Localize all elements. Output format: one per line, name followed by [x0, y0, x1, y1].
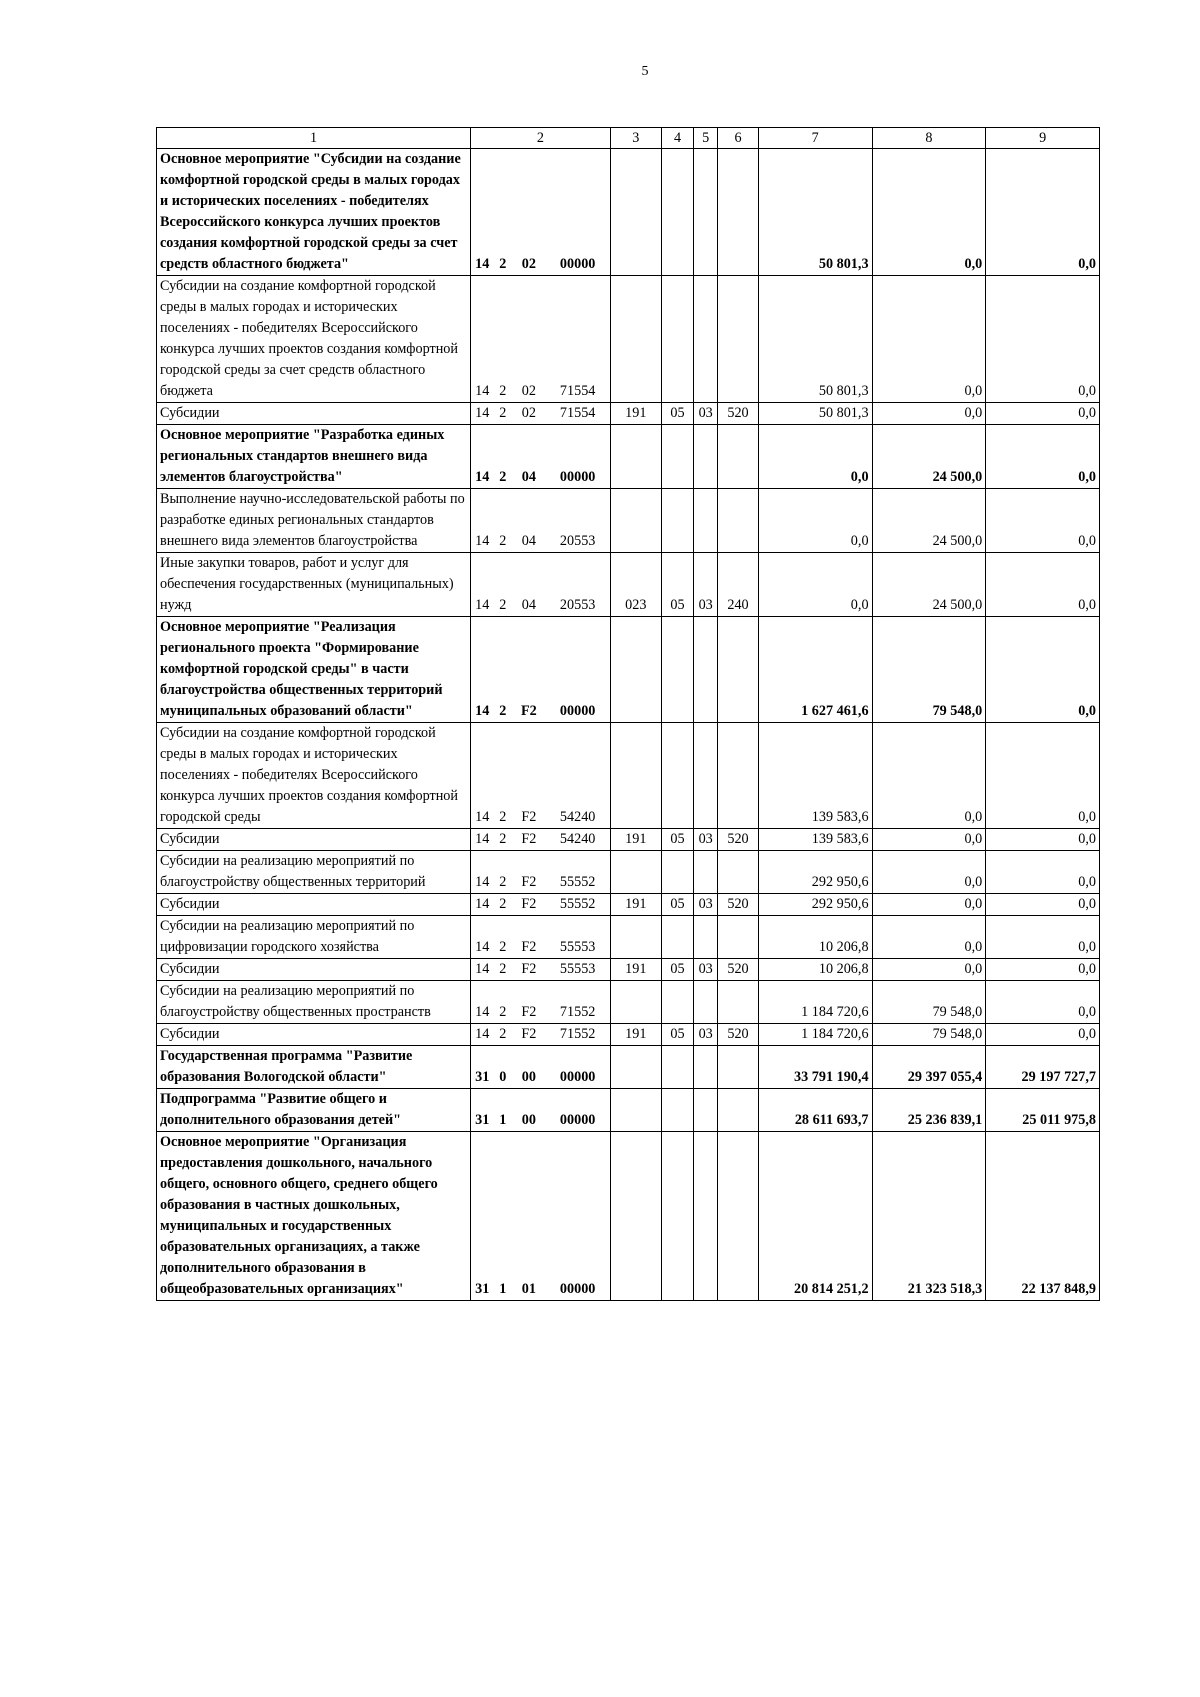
code-part: 00000: [546, 425, 611, 489]
col7-amount: 1 184 720,6: [758, 1024, 872, 1046]
table-row: [157, 553, 1100, 617]
row-name: Субсидии: [157, 403, 471, 425]
table-row: [157, 403, 1100, 425]
col4-cell: [661, 1132, 693, 1301]
code-part: 04: [512, 425, 545, 489]
table-row: [157, 959, 1100, 981]
col7-amount: 50 801,3: [758, 276, 872, 403]
col9-amount: 0,0: [986, 425, 1100, 489]
col3-cell: [610, 723, 661, 829]
col5-cell: [694, 851, 718, 894]
col7-amount: 33 791 190,4: [758, 1046, 872, 1089]
code-part: 2: [493, 149, 512, 276]
col6-cell: [718, 276, 759, 403]
col4-cell: [661, 617, 693, 723]
col7-amount: 0,0: [758, 425, 872, 489]
code-part: 14: [470, 894, 493, 916]
col3-cell: [610, 149, 661, 276]
row-name: Основное мероприятие "Реализация регионального проекта "Формирование комфортной городской среды" в части благоустройства общественных территорий муниципальных образований области": [157, 617, 471, 723]
code-part: 2: [493, 916, 512, 959]
code-part: 55552: [546, 894, 611, 916]
code-part: 14: [470, 959, 493, 981]
code-part: 54240: [546, 723, 611, 829]
col5-cell: 03: [694, 403, 718, 425]
col4-cell: [661, 1046, 693, 1089]
col7-amount: 292 950,6: [758, 894, 872, 916]
code-part: 14: [470, 425, 493, 489]
code-part: 20553: [546, 489, 611, 553]
col9-amount: 0,0: [986, 149, 1100, 276]
row-name: Субсидии на реализацию мероприятий по цифровизации городского хозяйства: [157, 916, 471, 959]
col4-cell: [661, 916, 693, 959]
col5-cell: [694, 617, 718, 723]
code-part: 31: [470, 1046, 493, 1089]
col6-cell: 520: [718, 894, 759, 916]
col8-amount: 21 323 518,3: [872, 1132, 986, 1301]
table-row: [157, 1046, 1100, 1089]
col5-cell: [694, 276, 718, 403]
col6-cell: 520: [718, 959, 759, 981]
code-part: 14: [470, 916, 493, 959]
col6-cell: 520: [718, 829, 759, 851]
col4-cell: [661, 723, 693, 829]
code-part: 2: [493, 425, 512, 489]
col8-amount: 79 548,0: [872, 1024, 986, 1046]
col3-cell: [610, 617, 661, 723]
code-part: 02: [512, 403, 545, 425]
code-part: 31: [470, 1132, 493, 1301]
header-cell: 9: [986, 128, 1100, 149]
col9-amount: 0,0: [986, 617, 1100, 723]
col3-cell: [610, 916, 661, 959]
page-number: 5: [641, 64, 649, 79]
code-part: 00: [512, 1089, 545, 1132]
col5-cell: 03: [694, 1024, 718, 1046]
row-name: Субсидии на реализацию мероприятий по благоустройству общественных пространств: [157, 981, 471, 1024]
code-part: F2: [512, 829, 545, 851]
code-part: 14: [470, 617, 493, 723]
table-row: [157, 1132, 1100, 1301]
code-part: 2: [493, 276, 512, 403]
table-row: [157, 981, 1100, 1024]
col4-cell: [661, 425, 693, 489]
code-part: 2: [493, 1024, 512, 1046]
col9-amount: 22 137 848,9: [986, 1132, 1100, 1301]
col8-amount: 79 548,0: [872, 981, 986, 1024]
table-row: [157, 1089, 1100, 1132]
col9-amount: 0,0: [986, 276, 1100, 403]
col4-cell: [661, 276, 693, 403]
row-name: Основное мероприятие "Субсидии на создание комфортной городской среды в малых городах и исторических поселениях - победителях Всероссийского конкурса лучших проектов создания комфортной городской среды за счет средств областного бюджета": [157, 149, 471, 276]
col5-cell: [694, 1089, 718, 1132]
col6-cell: [718, 981, 759, 1024]
code-part: 00000: [546, 1046, 611, 1089]
col9-amount: 0,0: [986, 1024, 1100, 1046]
table-row: [157, 489, 1100, 553]
col8-amount: 0,0: [872, 851, 986, 894]
code-part: 2: [493, 894, 512, 916]
col7-amount: 292 950,6: [758, 851, 872, 894]
code-part: 00000: [546, 1132, 611, 1301]
code-part: 54240: [546, 829, 611, 851]
header-cell: 8: [872, 128, 986, 149]
row-name: Субсидии на создание комфортной городской среды в малых городах и исторических поселениях - победителях Всероссийского конкурса лучших проектов создания комфортной городской среды: [157, 723, 471, 829]
code-part: 01: [512, 1132, 545, 1301]
col3-cell: 191: [610, 403, 661, 425]
col6-cell: [718, 1089, 759, 1132]
col6-cell: [718, 723, 759, 829]
code-part: 14: [470, 403, 493, 425]
row-name: Основное мероприятие "Организация предоставления дошкольного, начального общего, основного общего, среднего общего образования в частных дошкольных, муниципальных и государственных образовательных организациях, а также дополнительного образования в общеобразовательных организациях": [157, 1132, 471, 1301]
col7-amount: 0,0: [758, 489, 872, 553]
col4-cell: [661, 981, 693, 1024]
code-part: 04: [512, 489, 545, 553]
col3-cell: [610, 425, 661, 489]
col6-cell: 520: [718, 403, 759, 425]
col7-amount: 50 801,3: [758, 149, 872, 276]
code-part: F2: [512, 851, 545, 894]
col9-amount: 0,0: [986, 403, 1100, 425]
col6-cell: [718, 489, 759, 553]
col4-cell: [661, 149, 693, 276]
col5-cell: [694, 1132, 718, 1301]
col9-amount: 0,0: [986, 851, 1100, 894]
col7-amount: 139 583,6: [758, 723, 872, 829]
col7-amount: 28 611 693,7: [758, 1089, 872, 1132]
header-cell: 4: [661, 128, 693, 149]
row-name: Подпрограмма "Развитие общего и дополнительного образования детей": [157, 1089, 471, 1132]
code-part: 55552: [546, 851, 611, 894]
code-part: 14: [470, 1024, 493, 1046]
code-part: 14: [470, 851, 493, 894]
code-part: 04: [512, 553, 545, 617]
col8-amount: 0,0: [872, 149, 986, 276]
code-part: F2: [512, 894, 545, 916]
code-part: F2: [512, 916, 545, 959]
col5-cell: 03: [694, 959, 718, 981]
col6-cell: [718, 1046, 759, 1089]
col4-cell: 05: [661, 1024, 693, 1046]
col7-amount: 139 583,6: [758, 829, 872, 851]
col4-cell: [661, 489, 693, 553]
code-part: 2: [493, 723, 512, 829]
code-part: 55553: [546, 916, 611, 959]
col9-amount: 0,0: [986, 723, 1100, 829]
code-part: 00: [512, 1046, 545, 1089]
col5-cell: [694, 489, 718, 553]
col8-amount: 0,0: [872, 403, 986, 425]
col3-cell: [610, 276, 661, 403]
col5-cell: [694, 1046, 718, 1089]
code-part: 0: [493, 1046, 512, 1089]
col9-amount: 29 197 727,7: [986, 1046, 1100, 1089]
code-part: 31: [470, 1089, 493, 1132]
col5-cell: [694, 916, 718, 959]
col3-cell: 191: [610, 1024, 661, 1046]
col6-cell: [718, 916, 759, 959]
row-name: Основное мероприятие "Разработка единых региональных стандартов внешнего вида элементов благоустройства": [157, 425, 471, 489]
code-part: 71554: [546, 276, 611, 403]
col6-cell: [718, 851, 759, 894]
col9-amount: 0,0: [986, 829, 1100, 851]
col5-cell: 03: [694, 829, 718, 851]
col4-cell: 05: [661, 894, 693, 916]
table-row: [157, 149, 1100, 276]
col3-cell: [610, 981, 661, 1024]
col7-amount: 50 801,3: [758, 403, 872, 425]
col7-amount: 10 206,8: [758, 959, 872, 981]
col8-amount: 0,0: [872, 723, 986, 829]
col9-amount: 25 011 975,8: [986, 1089, 1100, 1132]
table-row: [157, 894, 1100, 916]
col8-amount: 79 548,0: [872, 617, 986, 723]
col3-cell: [610, 1132, 661, 1301]
code-part: 14: [470, 149, 493, 276]
code-part: 14: [470, 829, 493, 851]
table-row: [157, 1024, 1100, 1046]
col8-amount: 0,0: [872, 829, 986, 851]
col5-cell: 03: [694, 553, 718, 617]
code-part: 2: [493, 981, 512, 1024]
col9-amount: 0,0: [986, 894, 1100, 916]
header-cell: 2: [470, 128, 610, 149]
code-part: 14: [470, 723, 493, 829]
code-part: 2: [493, 403, 512, 425]
code-part: 14: [470, 489, 493, 553]
col3-cell: [610, 1046, 661, 1089]
code-part: 2: [493, 553, 512, 617]
code-part: 1: [493, 1089, 512, 1132]
table-row: [157, 916, 1100, 959]
code-part: 71552: [546, 1024, 611, 1046]
row-name: Выполнение научно-исследовательской работы по разработке единых региональных стандартов внешнего вида элементов благоустройства: [157, 489, 471, 553]
col6-cell: 520: [718, 1024, 759, 1046]
col9-amount: 0,0: [986, 489, 1100, 553]
code-part: 71554: [546, 403, 611, 425]
col4-cell: [661, 851, 693, 894]
code-part: 00000: [546, 149, 611, 276]
table-row: [157, 851, 1100, 894]
row-name: Государственная программа "Развитие образования Вологодской области": [157, 1046, 471, 1089]
code-part: 02: [512, 149, 545, 276]
code-part: F2: [512, 723, 545, 829]
code-part: F2: [512, 959, 545, 981]
header-cell: 6: [718, 128, 759, 149]
row-name: Субсидии: [157, 829, 471, 851]
code-part: 55553: [546, 959, 611, 981]
code-part: 1: [493, 1132, 512, 1301]
header-cell: 5: [694, 128, 718, 149]
code-part: F2: [512, 617, 545, 723]
col4-cell: 05: [661, 959, 693, 981]
col5-cell: [694, 981, 718, 1024]
col7-amount: 10 206,8: [758, 916, 872, 959]
code-part: F2: [512, 1024, 545, 1046]
col9-amount: 0,0: [986, 981, 1100, 1024]
code-part: 14: [470, 276, 493, 403]
col5-cell: 03: [694, 894, 718, 916]
budget-table: [156, 127, 1100, 1301]
col8-amount: 0,0: [872, 276, 986, 403]
row-name: Субсидии: [157, 959, 471, 981]
col3-cell: 023: [610, 553, 661, 617]
row-name: Субсидии на создание комфортной городской среды в малых городах и исторических поселениях - победителях Всероссийского конкурса лучших проектов создания комфортной городской среды за счет средств областного бюджета: [157, 276, 471, 403]
header-cell: 1: [157, 128, 471, 149]
code-part: F2: [512, 981, 545, 1024]
col4-cell: 05: [661, 403, 693, 425]
col4-cell: 05: [661, 553, 693, 617]
code-part: 14: [470, 981, 493, 1024]
col4-cell: [661, 1089, 693, 1132]
col7-amount: 0,0: [758, 553, 872, 617]
col8-amount: 29 397 055,4: [872, 1046, 986, 1089]
col8-amount: 25 236 839,1: [872, 1089, 986, 1132]
col3-cell: [610, 1089, 661, 1132]
col6-cell: [718, 1132, 759, 1301]
code-part: 2: [493, 829, 512, 851]
col9-amount: 0,0: [986, 553, 1100, 617]
row-name: Субсидии на реализацию мероприятий по благоустройству общественных территорий: [157, 851, 471, 894]
col3-cell: 191: [610, 959, 661, 981]
code-part: 2: [493, 489, 512, 553]
col6-cell: [718, 149, 759, 276]
header-cell: 3: [610, 128, 661, 149]
col8-amount: 0,0: [872, 959, 986, 981]
col8-amount: 0,0: [872, 894, 986, 916]
col8-amount: 24 500,0: [872, 553, 986, 617]
col3-cell: 191: [610, 894, 661, 916]
col5-cell: [694, 723, 718, 829]
code-part: 14: [470, 553, 493, 617]
table-row: [157, 617, 1100, 723]
table-row: [157, 276, 1100, 403]
col3-cell: [610, 851, 661, 894]
col7-amount: 20 814 251,2: [758, 1132, 872, 1301]
col7-amount: 1 184 720,6: [758, 981, 872, 1024]
code-part: 2: [493, 851, 512, 894]
col8-amount: 0,0: [872, 916, 986, 959]
code-part: 00000: [546, 1089, 611, 1132]
col5-cell: [694, 149, 718, 276]
code-part: 20553: [546, 553, 611, 617]
col7-amount: 1 627 461,6: [758, 617, 872, 723]
table-row: [157, 829, 1100, 851]
col6-cell: [718, 617, 759, 723]
code-part: 2: [493, 617, 512, 723]
col3-cell: [610, 489, 661, 553]
code-part: 02: [512, 276, 545, 403]
table-row: [157, 723, 1100, 829]
row-name: Иные закупки товаров, работ и услуг для обеспечения государственных (муниципальных) нужд: [157, 553, 471, 617]
code-part: 00000: [546, 617, 611, 723]
header-row: [157, 128, 1100, 149]
col6-cell: 240: [718, 553, 759, 617]
col8-amount: 24 500,0: [872, 489, 986, 553]
col8-amount: 24 500,0: [872, 425, 986, 489]
col9-amount: 0,0: [986, 959, 1100, 981]
col4-cell: 05: [661, 829, 693, 851]
col3-cell: 191: [610, 829, 661, 851]
header-cell: 7: [758, 128, 872, 149]
col5-cell: [694, 425, 718, 489]
code-part: 2: [493, 959, 512, 981]
col6-cell: [718, 425, 759, 489]
table-row: [157, 425, 1100, 489]
row-name: Субсидии: [157, 894, 471, 916]
row-name: Субсидии: [157, 1024, 471, 1046]
col9-amount: 0,0: [986, 916, 1100, 959]
code-part: 71552: [546, 981, 611, 1024]
